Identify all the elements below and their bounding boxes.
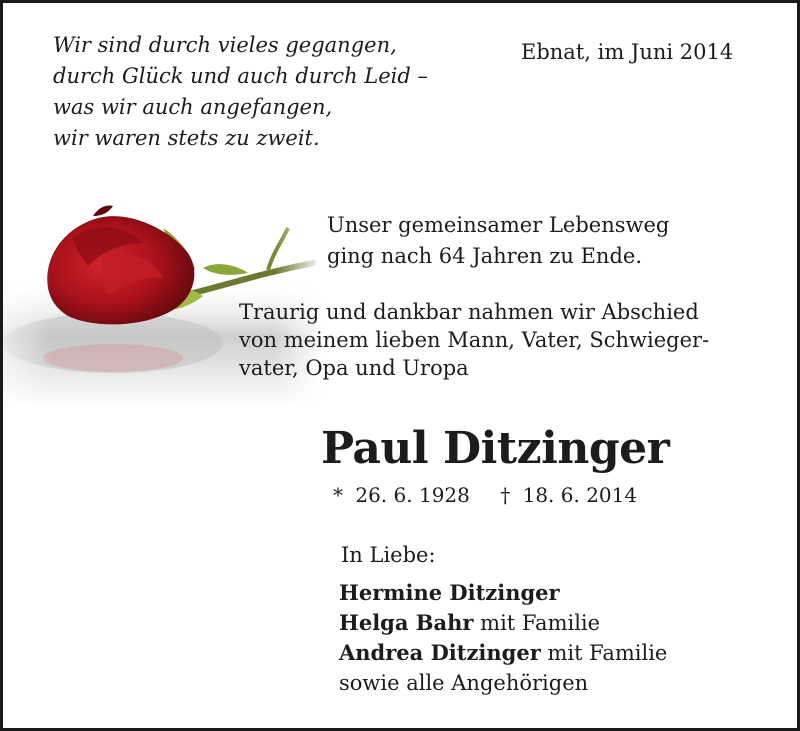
mourner-suffix: mit Familie	[473, 611, 601, 635]
mourner-suffix: sowie alle Angehörigen	[339, 671, 589, 695]
mourner-line	[339, 638, 667, 668]
intro-text	[327, 210, 669, 272]
place-date: Ebnat, im Juni 2014	[521, 40, 734, 64]
poem-line: wir waren stets zu zweit.	[53, 126, 320, 150]
poem-line: was wir auch angefangen,	[53, 95, 333, 119]
deceased-name: Paul Ditzinger	[321, 423, 670, 474]
birth-date: 26. 6. 1928	[355, 483, 470, 507]
mourners-list	[339, 578, 667, 698]
death-symbol: †	[500, 483, 511, 507]
farewell-line: Traurig und dankbar nahmen wir Abschied	[239, 300, 699, 324]
farewell-line: von meinem lieben Mann, Vater, Schwieger-	[239, 328, 710, 352]
mourner-line	[339, 578, 667, 608]
birth-symbol: *	[333, 483, 343, 507]
mourner-name: Hermine Ditzinger	[339, 580, 560, 605]
poem	[53, 30, 428, 154]
mourner-name: Andrea Ditzinger	[339, 640, 541, 665]
farewell-text	[239, 298, 709, 382]
death-date: 18. 6. 2014	[522, 483, 638, 507]
intro-line: Unser gemeinsamer Lebensweg	[327, 213, 670, 237]
mourner-line	[339, 668, 667, 698]
poem-line: Wir sind durch vieles gegangen,	[53, 33, 397, 57]
mourner-name: Helga Bahr	[339, 610, 474, 635]
life-dates	[333, 483, 643, 507]
in-love-label: In Liebe:	[341, 543, 436, 567]
mourner-suffix: mit Familie	[540, 641, 668, 665]
farewell-line: vater, Opa und Uropa	[239, 356, 469, 380]
poem-line: durch Glück und auch durch Leid –	[53, 64, 428, 88]
mourner-line	[339, 608, 667, 638]
intro-line: ging nach 64 Jahren zu Ende.	[327, 244, 642, 268]
